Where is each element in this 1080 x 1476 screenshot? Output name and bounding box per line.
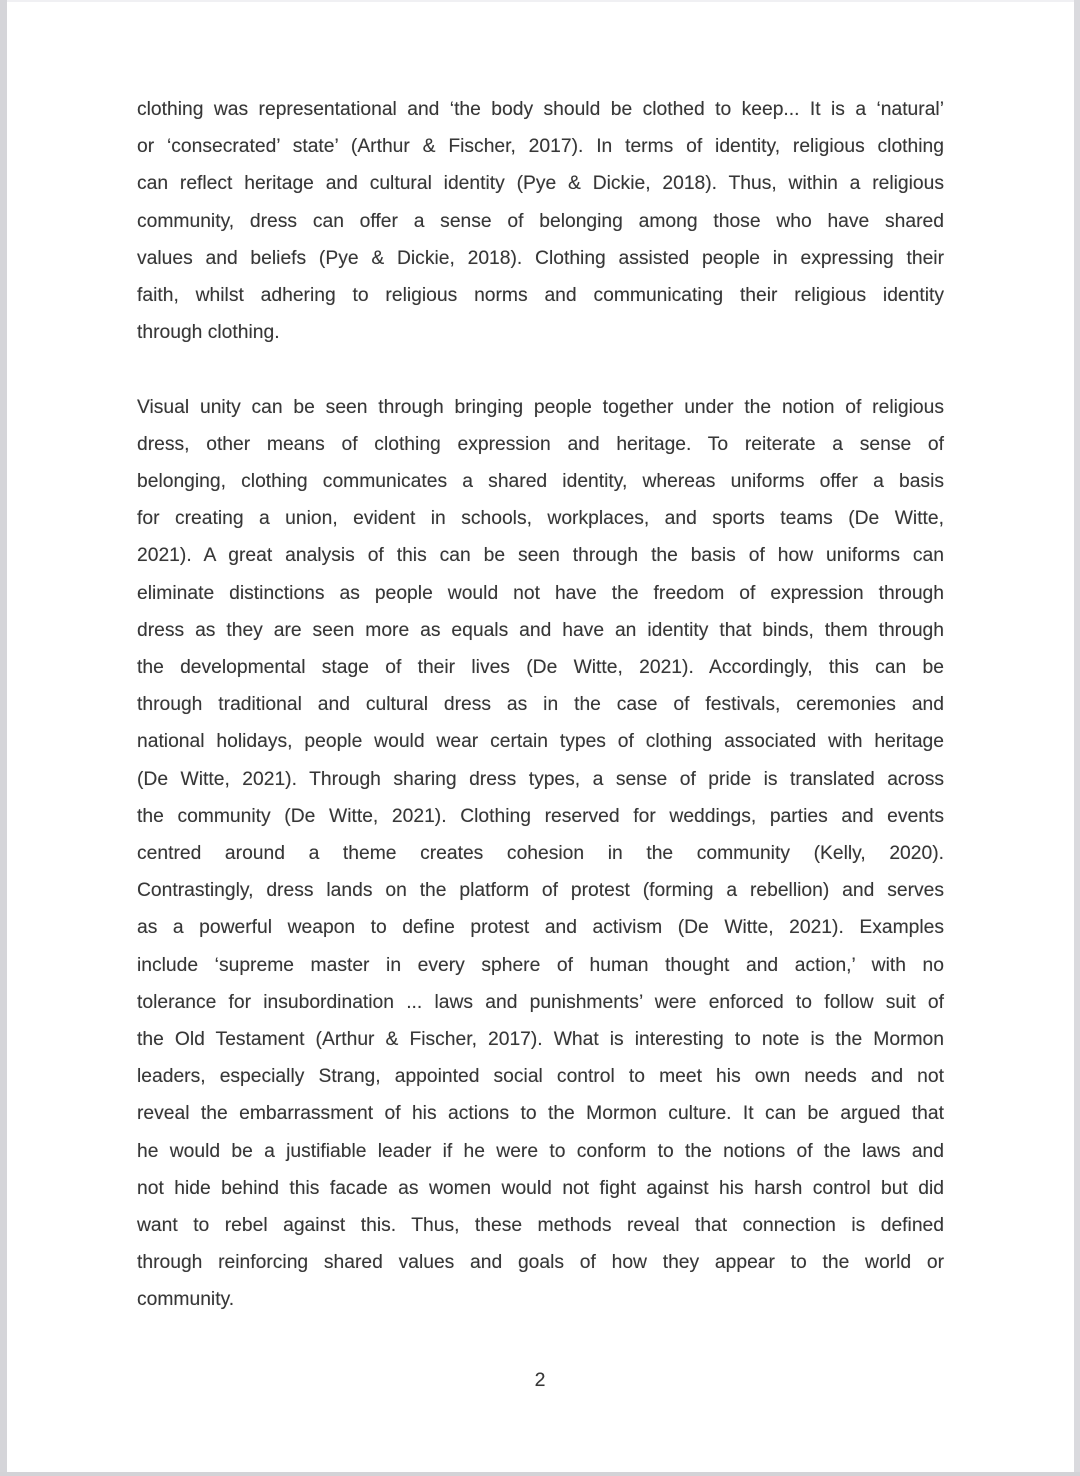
text-line: dress as they are seen more as equals and have an identity that binds, them through: [137, 619, 944, 641]
text-line: eliminate distinctions as people would not have the freedom of expression through: [137, 582, 944, 604]
text-line: centred around a theme creates cohesion in the community (Kelly, 2020).: [137, 843, 944, 865]
text-line: clothing was representational and ‘the body should be clothed to keep... It is a ‘natural’: [137, 99, 944, 120]
text-line: leaders, especially Strang, appointed social control to meet his own needs and not: [137, 1066, 944, 1088]
paragraph: [137, 389, 944, 1319]
text-line: the Old Testament (Arthur & Fischer, 2017). What is interesting to note is the Mormon: [137, 1029, 944, 1051]
text-line: can reflect heritage and cultural identity (Pye & Dickie, 2018). Thus, within a religious: [137, 173, 944, 195]
text-line: the developmental stage of their lives (De Witte, 2021). Accordingly, this can be: [137, 657, 944, 679]
text-line: the community (De Witte, 2021). Clothing reserved for weddings, parties and events: [137, 805, 944, 827]
text-line: Visual unity can be seen through bringing people together under the notion of religious: [137, 396, 944, 418]
viewer-right-edge: [1074, 0, 1080, 1476]
text-line: tolerance for insubordination ... laws and punishments’ were enforced to follow suit of: [137, 991, 944, 1013]
text-line: reveal the embarrassment of his actions to the Mormon culture. It can be argued that: [137, 1103, 944, 1125]
text-line: national holidays, people would wear certain types of clothing associated with heritage: [137, 731, 944, 753]
paragraph: [137, 91, 944, 351]
text-line: faith, whilst adhering to religious norms and communicating their religious identity: [137, 285, 944, 307]
essay-text-block: [137, 0, 944, 1319]
text-line: community.: [137, 1289, 235, 1311]
text-line: as a powerful weapon to define protest and activism (De Witte, 2021). Examples: [137, 917, 944, 939]
viewer-bottom-edge: [0, 1472, 1080, 1476]
text-line: dress, other means of clothing expression and heritage. To reiterate a sense of: [137, 433, 944, 455]
text-line: through clothing.: [137, 322, 280, 344]
viewer-left-edge: [0, 0, 7, 1476]
text-line: not hide behind this facade as women would not fight against his harsh control but did: [137, 1177, 944, 1199]
text-line: for creating a union, evident in schools, workplaces, and sports teams (De Witte,: [137, 508, 944, 530]
text-line: belonging, clothing communicates a shared identity, whereas uniforms offer a basis: [137, 471, 944, 493]
text-line: include ‘supreme master in every sphere of human thought and action,’ with no: [137, 954, 944, 976]
text-line: Contrastingly, dress lands on the platform of protest (forming a rebellion) and serves: [137, 880, 944, 902]
text-line: community, dress can offer a sense of belonging among those who have shared: [137, 210, 944, 232]
page-number: 2: [534, 1369, 546, 1391]
text-line: (De Witte, 2021). Through sharing dress types, a sense of pride is translated across: [137, 768, 944, 790]
text-line: through reinforcing shared values and goals of how they appear to the world or: [137, 1252, 944, 1274]
text-line: through traditional and cultural dress as in the case of festivals, ceremonies and: [137, 694, 944, 716]
text-line: want to rebel against this. Thus, these methods reveal that connection is defined: [137, 1215, 944, 1237]
text-line: he would be a justifiable leader if he were to conform to the notions of the laws and: [137, 1140, 944, 1162]
text-line: or ‘consecrated’ state’ (Arthur & Fischer, 2017). In terms of identity, religious clothing: [137, 136, 944, 158]
text-line: values and beliefs (Pye & Dickie, 2018). Clothing assisted people in expressing their: [137, 247, 944, 269]
text-line: 2021). A great analysis of this can be seen through the basis of how uniforms can: [137, 545, 944, 567]
